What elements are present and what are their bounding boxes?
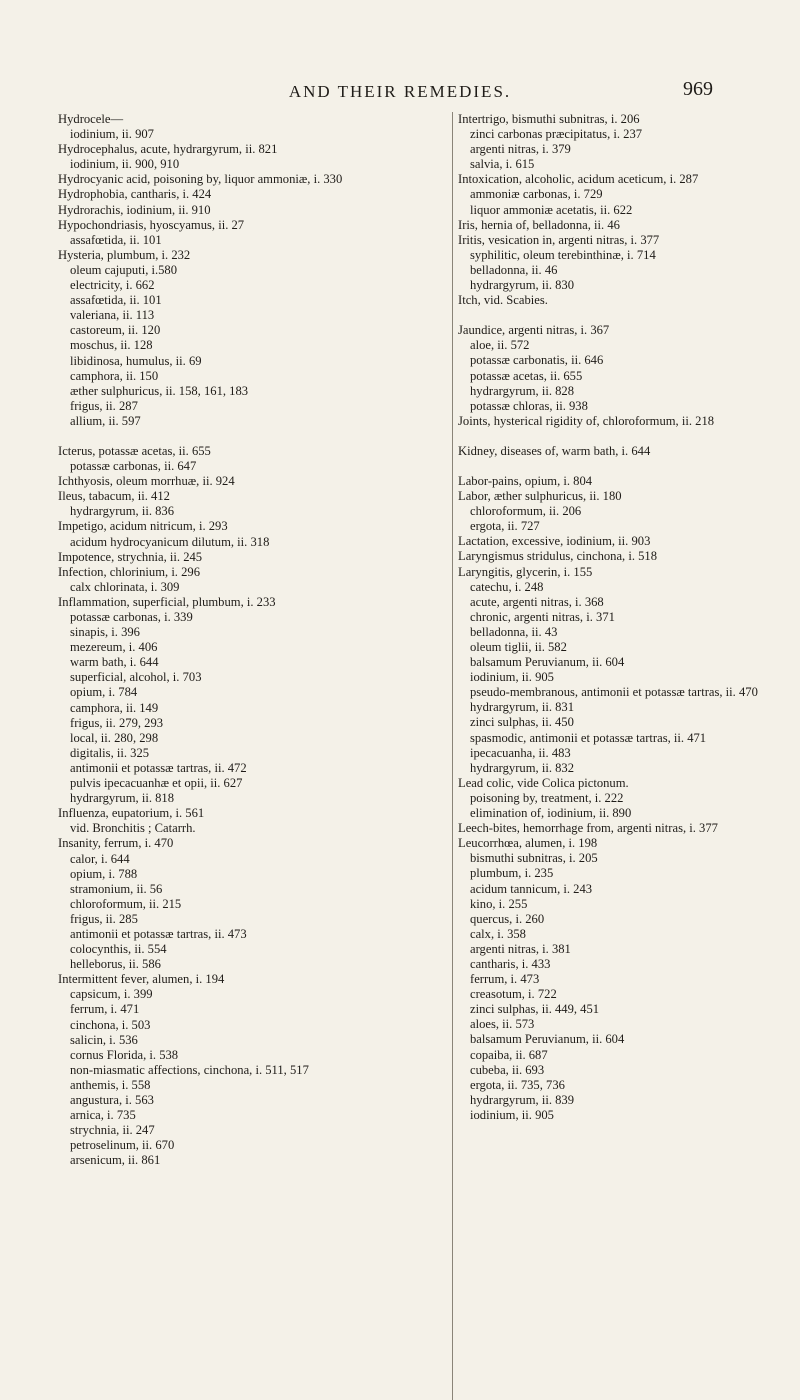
index-subentry: argenti nitras, i. 381 (470, 941, 571, 956)
index-subentry: mezereum, i. 406 (70, 640, 158, 655)
index-entry: Insanity, ferrum, i. 470 (58, 836, 174, 851)
index-subentry: ammoniæ carbonas, i. 729 (470, 187, 603, 202)
index-subentry: bismuthi subnitras, i. 205 (470, 851, 598, 866)
index-subentry: acidum hydrocyanicum dilutum, ii. 318 (70, 534, 270, 549)
index-subentry: hydrargyrum, ii. 830 (470, 278, 575, 293)
index-subentry: frigus, ii. 287 (70, 398, 138, 413)
index-entry: Iritis, vesication in, argenti nitras, i. 377 (458, 232, 660, 247)
index-subentry: arsenicum, ii. 861 (70, 1153, 161, 1168)
index-entry: Hypochondriasis, hyoscyamus, ii. 27 (58, 217, 245, 232)
index-subentry: electricity, i. 662 (70, 278, 155, 293)
section-gap (58, 429, 448, 444)
index-entry: Laryngismus stridulus, cinchona, i. 518 (458, 549, 658, 564)
index-subentry: ergota, ii. 727 (470, 519, 540, 534)
index-subentry: chloroformum, ii. 206 (470, 504, 582, 519)
index-subentry: camphora, ii. 149 (70, 700, 159, 715)
index-subentry: sinapis, i. 396 (70, 625, 140, 640)
index-subentry: argenti nitras, i. 379 (470, 142, 571, 157)
index-entry: Impotence, strychnia, ii. 245 (58, 549, 203, 564)
index-subentry: poisoning by, treatment, i. 222 (470, 790, 624, 805)
index-subentry: ferrum, i. 471 (70, 1002, 140, 1017)
index-entry: Intermittent fever, alumen, i. 194 (58, 972, 225, 987)
index-entry: Ileus, tabacum, ii. 412 (58, 489, 170, 504)
index-subentry: balsamum Peruvianum, ii. 604 (470, 1032, 625, 1047)
index-subentry: syphilitic, oleum terebinthinæ, i. 714 (470, 247, 656, 262)
index-entry: Hysteria, plumbum, i. 232 (58, 247, 191, 262)
index-subentry: potassæ carbonatis, ii. 646 (470, 353, 604, 368)
index-subentry: stramonium, ii. 56 (70, 881, 163, 896)
index-subentry: potassæ carbonas, ii. 647 (70, 459, 197, 474)
index-subentry: frigus, ii. 279, 293 (70, 715, 164, 730)
index-subentry: cinchona, i. 503 (70, 1017, 151, 1032)
index-subentry: aloes, ii. 573 (470, 1017, 535, 1032)
running-header: AND THEIR REMEDIES. (288, 82, 512, 101)
index-subentry: hydrargyrum, ii. 839 (470, 1092, 575, 1107)
section-gap (458, 308, 788, 323)
index-column-right (458, 112, 788, 1123)
index-subentry: frigus, ii. 285 (70, 911, 138, 926)
index-entry: Joints, hysterical rigidity of, chloroformum, ii. 218 (458, 413, 715, 428)
section-gap (458, 459, 788, 474)
index-subentry: quercus, i. 260 (470, 911, 545, 926)
index-subentry: liquor ammoniæ acetatis, ii. 622 (470, 202, 633, 217)
index-subentry: calor, i. 644 (70, 851, 130, 866)
index-subentry: arnica, i. 735 (70, 1108, 136, 1123)
index-subentry: acute, argenti nitras, i. 368 (470, 594, 604, 609)
index-subentry: local, ii. 280, 298 (70, 730, 159, 745)
index-subentry: helleborus, ii. 586 (70, 957, 161, 972)
page-number: 969 (683, 78, 713, 100)
index-entry: Icterus, potassæ acetas, ii. 655 (58, 443, 211, 458)
index-subentry: allium, ii. 597 (70, 413, 141, 428)
index-subentry: kino, i. 255 (470, 896, 528, 911)
index-entry: Ichthyosis, oleum morrhuæ, ii. 924 (58, 474, 235, 489)
index-subentry: oleum tiglii, ii. 582 (470, 640, 567, 654)
index-subentry: ipecacuanha, ii. 483 (470, 745, 571, 760)
index-subentry: strychnia, ii. 247 (70, 1123, 155, 1138)
index-subentry: vid. Bronchitis ; Catarrh. (70, 821, 196, 836)
index-subentry: hydrargyrum, ii. 832 (470, 760, 575, 775)
index-subentry: acidum tannicum, i. 243 (470, 881, 593, 896)
index-subentry: catechu, i. 248 (470, 579, 544, 594)
index-entry: Intoxication, alcoholic, acidum aceticum, i. 287 (458, 172, 699, 187)
index-column-left (58, 112, 448, 1168)
index-subentry: non-miasmatic affections, cinchona, i. 511, 517 (70, 1062, 309, 1077)
index-subentry: iodinium, ii. 907 (70, 127, 154, 142)
index-subentry: iodinium, ii. 900, 910 (70, 157, 180, 172)
index-entry: Lead colic, vide Colica pictonum. (458, 775, 629, 790)
section-gap (458, 429, 788, 444)
index-subentry: cornus Florida, i. 538 (70, 1047, 179, 1062)
index-subentry: copaiba, ii. 687 (470, 1047, 548, 1062)
index-subentry: superficial, alcohol, i. 703 (70, 670, 202, 685)
index-subentry: opium, i. 784 (70, 685, 138, 700)
index-subentry: aloe, ii. 572 (470, 338, 530, 353)
index-entry: Intertrigo, bismuthi subnitras, i. 206 (458, 112, 640, 126)
index-subentry: warm bath, i. 644 (70, 655, 159, 670)
index-subentry: cubeba, ii. 693 (470, 1062, 545, 1077)
index-subentry: potassæ chloras, ii. 938 (470, 398, 588, 413)
index-subentry: belladonna, ii. 43 (470, 624, 558, 639)
index-entry: Labor-pains, opium, i. 804 (458, 473, 593, 488)
index-entry: Laryngitis, glycerin, i. 155 (458, 564, 593, 579)
index-entry: Hydrorachis, iodinium, ii. 910 (58, 202, 211, 217)
index-subentry: moschus, ii. 128 (70, 338, 153, 353)
index-subentry: zinci sulphas, ii. 449, 451 (470, 1002, 600, 1017)
index-subentry: iodinium, ii. 905 (470, 1107, 554, 1122)
index-subentry: ergota, ii. 735, 736 (470, 1077, 565, 1092)
index-subentry: belladonna, ii. 46 (470, 262, 558, 277)
index-subentry: pseudo-membranous, antimonii et potassæ tartras, ii. 470 (470, 685, 758, 700)
index-subentry: capsicum, i. 399 (70, 987, 153, 1002)
index-subentry: hydrargyrum, ii. 818 (70, 791, 175, 806)
index-entry: Hydrophobia, cantharis, i. 424 (58, 187, 212, 202)
index-subentry: digitalis, ii. 325 (70, 745, 150, 760)
index-entry: Leucorrhœa, alumen, i. 198 (458, 836, 598, 851)
index-entry: Hydrocyanic acid, poisoning by, liquor ammoniæ, i. 330 (58, 172, 343, 187)
index-subentry: assafœtida, ii. 101 (70, 293, 162, 308)
index-subentry: iodinium, ii. 905 (470, 670, 554, 685)
index-entry: Inflammation, superficial, plumbum, i. 233 (58, 594, 276, 609)
index-subentry: petroselinum, ii. 670 (70, 1138, 175, 1153)
index-subentry: chloroformum, ii. 215 (70, 896, 182, 911)
index-subentry: zinci sulphas, ii. 450 (470, 715, 574, 730)
index-entry: Jaundice, argenti nitras, i. 367 (458, 323, 610, 338)
index-entry: Leech-bites, hemorrhage from, argenti nitras, i. 377 (458, 821, 718, 836)
index-subentry: potassæ carbonas, i. 339 (70, 610, 193, 624)
index-subentry: salicin, i. 536 (70, 1032, 138, 1047)
index-entry: Hydrocele— (58, 112, 124, 126)
index-entry: Hydrocephalus, acute, hydrargyrum, ii. 821 (58, 142, 278, 157)
index-subentry: antimonii et potassæ tartras, ii. 473 (70, 926, 247, 941)
index-subentry: valeriana, ii. 113 (70, 308, 155, 323)
index-subentry: spasmodic, antimonii et potassæ tartras, ii. 471 (470, 730, 707, 745)
index-entry: Influenza, eupatorium, i. 561 (58, 806, 205, 821)
index-subentry: elimination of, iodinium, ii. 890 (470, 806, 632, 821)
index-subentry: salvia, i. 615 (470, 157, 535, 172)
column-divider (452, 112, 453, 1400)
index-subentry: pulvis ipecacuanhæ et opii, ii. 627 (70, 776, 243, 791)
index-entry: Labor, æther sulphuricus, ii. 180 (458, 489, 622, 504)
index-subentry: balsamum Peruvianum, ii. 604 (470, 655, 625, 670)
index-subentry: camphora, ii. 150 (70, 368, 159, 383)
index-subentry: colocynthis, ii. 554 (70, 942, 167, 957)
index-subentry: hydrargyrum, ii. 836 (70, 504, 175, 519)
index-entry: Lactation, excessive, iodinium, ii. 903 (458, 534, 651, 549)
index-subentry: zinci carbonas præcipitatus, i. 237 (470, 127, 643, 142)
index-entry: Itch, vid. Scabies. (458, 293, 548, 308)
index-subentry: anthemis, i. 558 (70, 1077, 151, 1092)
index-subentry: æther sulphuricus, ii. 158, 161, 183 (70, 383, 249, 398)
index-subentry: plumbum, i. 235 (470, 866, 554, 881)
index-entry: Impetigo, acidum nitricum, i. 293 (58, 519, 228, 534)
index-subentry: libidinosa, humulus, ii. 69 (70, 353, 202, 368)
index-entry: Infection, chlorinium, i. 296 (58, 564, 200, 579)
index-subentry: calx chlorinata, i. 309 (70, 579, 180, 594)
index-entry: Kidney, diseases of, warm bath, i. 644 (458, 443, 651, 458)
index-subentry: angustura, i. 563 (70, 1093, 154, 1107)
index-subentry: cantharis, i. 433 (470, 956, 551, 971)
index-subentry: calx, i. 358 (470, 926, 526, 941)
index-subentry: castoreum, ii. 120 (70, 323, 161, 338)
index-subentry: ferrum, i. 473 (470, 972, 540, 987)
index-subentry: creasotum, i. 722 (470, 987, 557, 1002)
index-subentry: assafœtida, ii. 101 (70, 232, 162, 247)
index-subentry: hydrargyrum, ii. 831 (470, 700, 575, 715)
index-subentry: hydrargyrum, ii. 828 (470, 383, 575, 398)
index-subentry: chronic, argenti nitras, i. 371 (470, 609, 615, 624)
index-subentry: potassæ acetas, ii. 655 (470, 368, 583, 383)
index-subentry: antimonii et potassæ tartras, ii. 472 (70, 760, 247, 775)
index-subentry: opium, i. 788 (70, 866, 138, 881)
index-subentry: oleum cajuputi, i.580 (70, 262, 178, 277)
index-entry: Iris, hernia of, belladonna, ii. 46 (458, 217, 620, 232)
